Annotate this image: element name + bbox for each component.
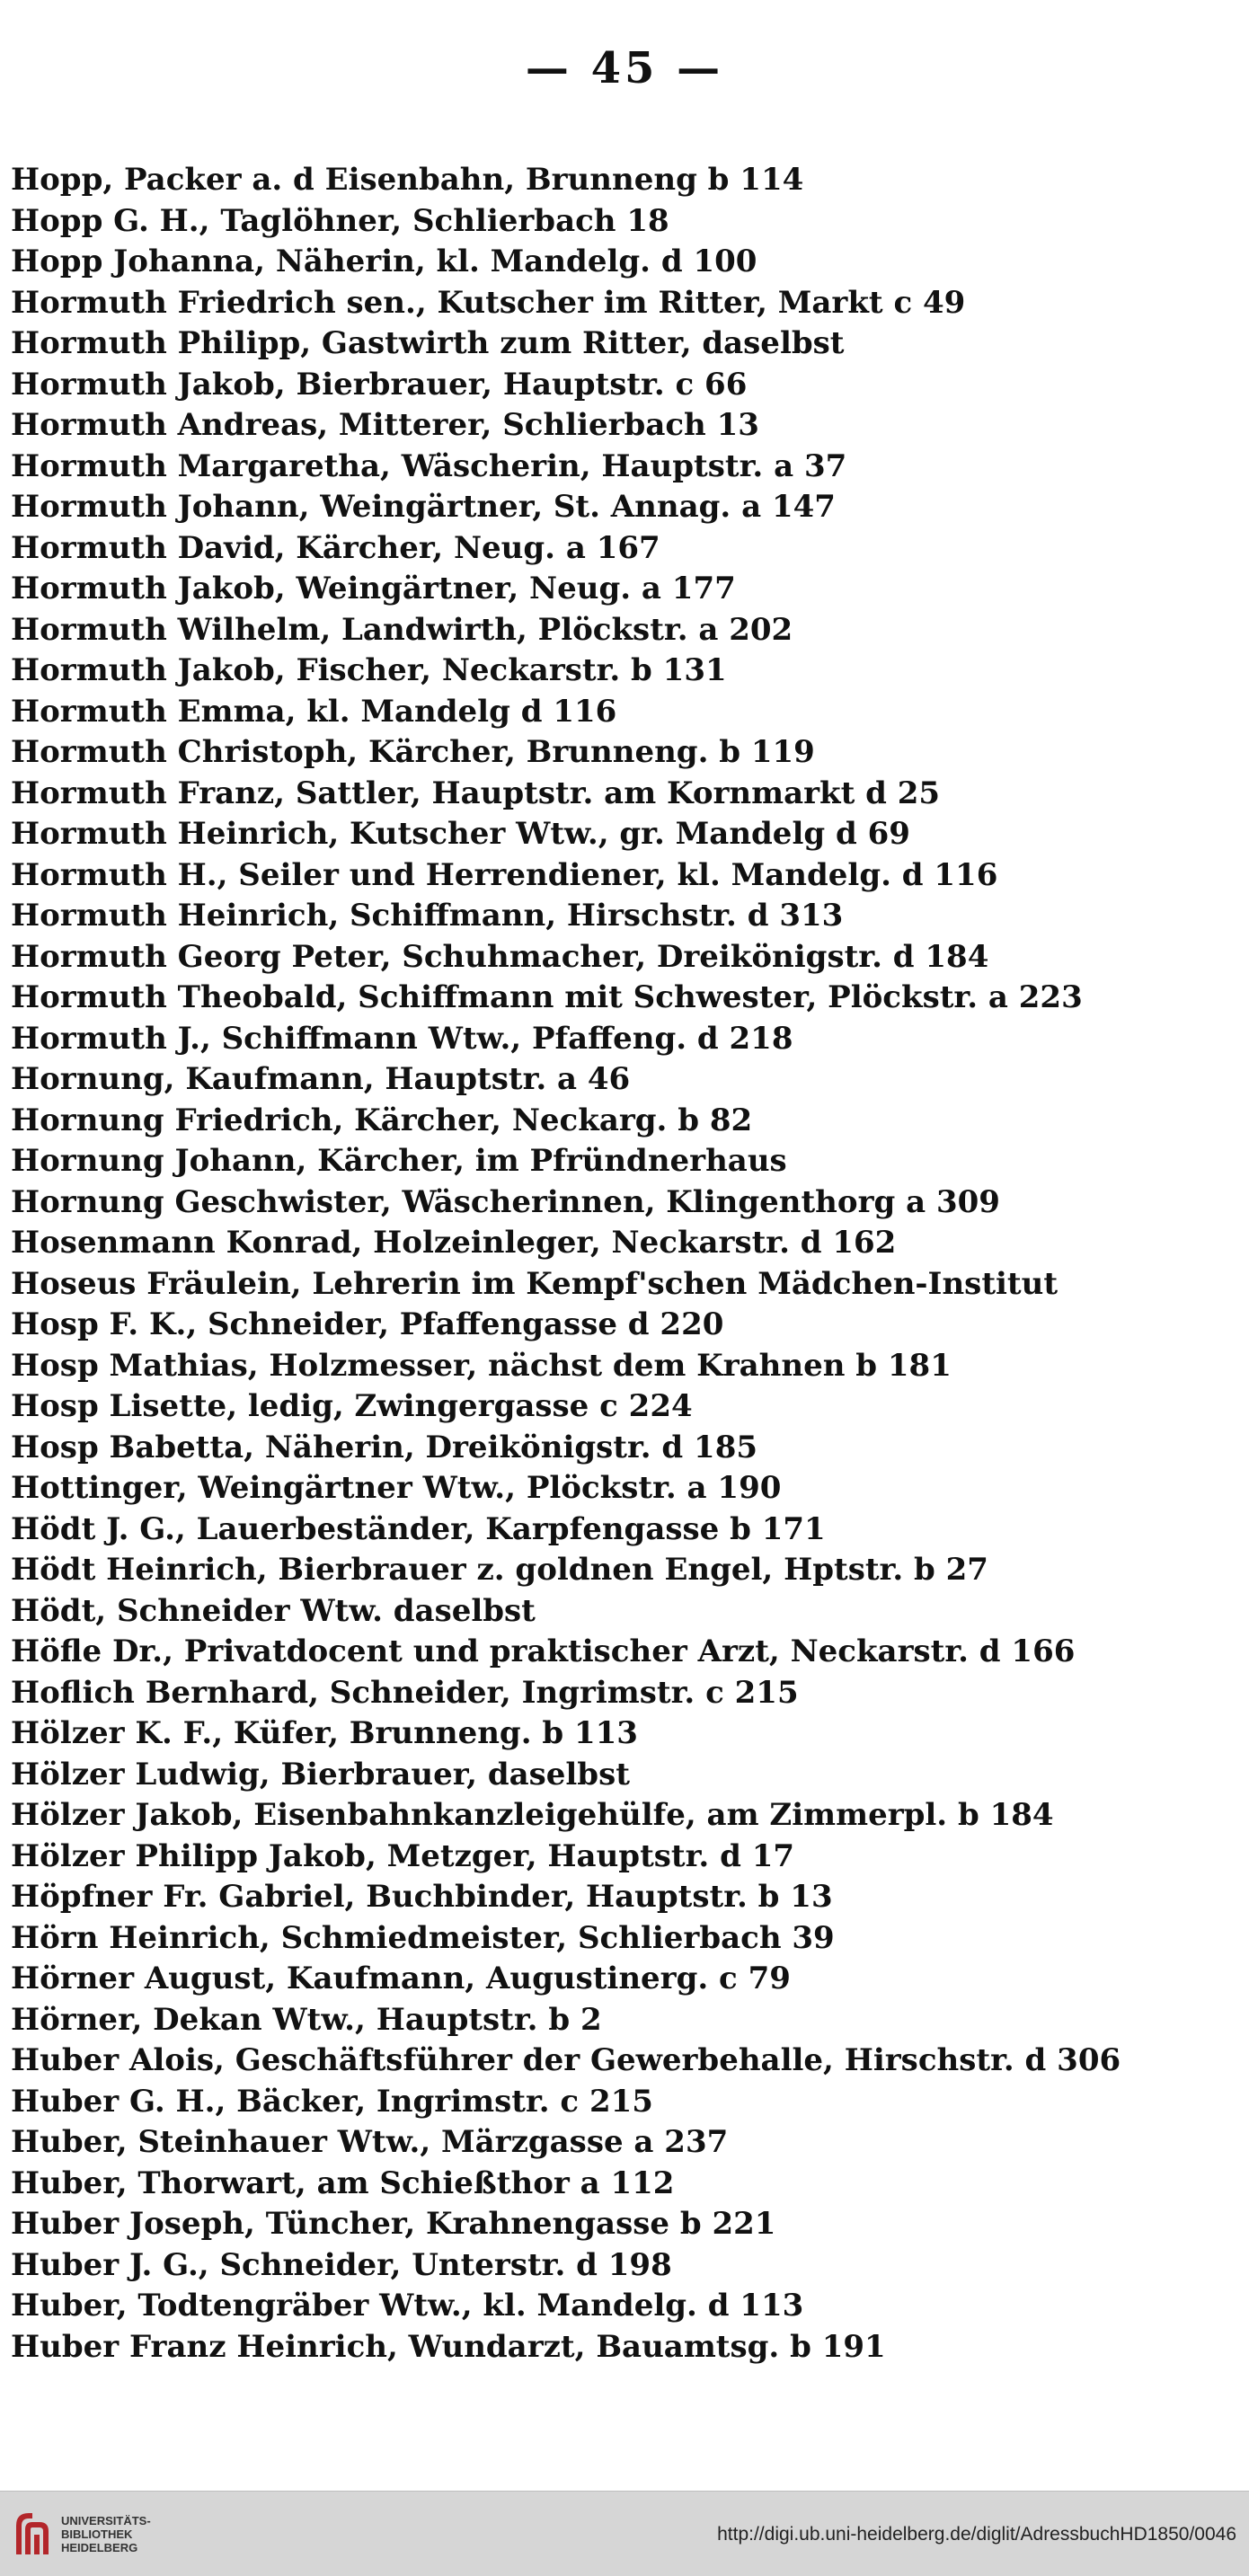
directory-entry: Hormuth Johann, Weingärtner, St. Annag. a 147 — [11, 489, 836, 525]
directory-entry: Höpfner Fr. Gabriel, Buchbinder, Hauptstr. b 13 — [11, 1879, 833, 1915]
directory-entry: Hormuth Franz, Sattler, Hauptstr. am Kornmarkt d 25 — [11, 775, 941, 811]
directory-entry: Hölzer Jakob, Eisenbahnkanzleigehülfe, am Zimmerpl. b 184 — [11, 1797, 1054, 1833]
directory-entry: Hosp Lisette, ledig, Zwingergasse c 224 — [11, 1388, 693, 1424]
directory-entry: Hölzer Philipp Jakob, Metzger, Hauptstr. d 17 — [11, 1837, 795, 1874]
directory-entry: Hottinger, Weingärtner Wtw., Plöckstr. a 190 — [11, 1470, 782, 1506]
library-name-line-3: HEIDELBERG — [61, 2540, 138, 2554]
directory-entry: Hormuth Margaretha, Wäscherin, Hauptstr. a 37 — [11, 447, 847, 484]
ub-heidelberg-logo-icon — [13, 2508, 52, 2560]
directory-entry: Hopp G. H., Taglöhner, Schlierbach 18 — [11, 202, 669, 239]
directory-entry: Huber Joseph, Tüncher, Krahnengasse b 221 — [11, 2206, 776, 2242]
directory-entry: Hosenmann Konrad, Holzeinleger, Neckarstr. d 162 — [11, 1225, 897, 1261]
directory-entry: Hornung, Kaufmann, Hauptstr. a 46 — [11, 1061, 631, 1097]
directory-entry: Hölzer K. F., Küfer, Brunneng. b 113 — [11, 1715, 638, 1751]
directory-entry: Hölzer Ludwig, Bierbrauer, daselbst — [11, 1756, 630, 1793]
directory-entry: Hödt J. G., Lauerbeständer, Karpfengasse b 171 — [11, 1510, 826, 1547]
directory-entry: Hormuth Friedrich sen., Kutscher im Ritter, Markt c 49 — [11, 284, 966, 321]
directory-entry: Hosp F. K., Schneider, Pfaffengasse d 220 — [11, 1306, 724, 1342]
directory-entry: Hormuth Jakob, Bierbrauer, Hauptstr. c 66 — [11, 366, 748, 403]
directory-entry: Hoflich Bernhard, Schneider, Ingrimstr. c 215 — [11, 1674, 799, 1711]
directory-entry: Huber J. G., Schneider, Unterstr. d 198 — [11, 2246, 672, 2283]
directory-entry: Huber, Thorwart, am Schießthor a 112 — [11, 2164, 675, 2201]
library-name — [61, 2514, 151, 2554]
directory-entry: Hosp Babetta, Näherin, Dreikönigstr. d 185 — [11, 1429, 758, 1465]
source-url-link[interactable]: http://digi.ub.uni-heidelberg.de/diglit/AdressbuchHD1850/0046 — [717, 2524, 1236, 2545]
directory-entry: Hornung Johann, Kärcher, im Pfründnerhaus — [11, 1143, 787, 1179]
library-name-line-1: UNIVERSITÄTS- — [61, 2513, 151, 2527]
directory-entry: Hormuth J., Schiffmann Wtw., Pfaffeng. d 218 — [11, 1020, 793, 1057]
directory-entry: Huber, Todtengräber Wtw., kl. Mandelg. d 113 — [11, 2288, 804, 2324]
directory-entry: Hornung Friedrich, Kärcher, Neckarg. b 82 — [11, 1102, 753, 1138]
directory-entry: Hormuth David, Kärcher, Neug. a 167 — [11, 529, 660, 566]
directory-entry: Hormuth Georg Peter, Schuhmacher, Dreikönigstr. d 184 — [11, 938, 989, 975]
directory-entry: Hödt, Schneider Wtw. daselbst — [11, 1592, 536, 1629]
directory-entry: Hormuth Jakob, Weingärtner, Neug. a 177 — [11, 571, 736, 606]
directory-entry: Hormuth Jakob, Fischer, Neckarstr. b 131 — [11, 652, 727, 688]
directory-entry: Hormuth Emma, kl. Mandelg d 116 — [11, 693, 617, 730]
directory-entry: Huber Franz Heinrich, Wundarzt, Bauamtsg. b 191 — [11, 2328, 886, 2365]
library-logo[interactable] — [13, 2508, 151, 2560]
directory-entry: Huber G. H., Bäcker, Ingrimstr. c 215 — [11, 2083, 653, 2120]
directory-entry: Huber Alois, Geschäftsführer der Gewerbehalle, Hirschstr. d 306 — [11, 2042, 1121, 2078]
directory-entry: Hormuth Wilhelm, Landwirth, Plöckstr. a 202 — [11, 611, 793, 648]
directory-entries — [11, 160, 1233, 2368]
directory-entry: Hosp Mathias, Holzmesser, nächst dem Krahnen b 181 — [11, 1347, 952, 1384]
directory-entry: Hödt Heinrich, Bierbrauer z. goldnen Engel, Hptstr. b 27 — [11, 1552, 988, 1588]
directory-entry: Hopp, Packer a. d Eisenbahn, Brunneng b 114 — [11, 162, 804, 198]
directory-entry: Hormuth Heinrich, Schiffmann, Hirschstr. d 313 — [11, 898, 844, 934]
page-number: — 45 — — [525, 43, 724, 93]
directory-entry: Hörner August, Kaufmann, Augustinerg. c 79 — [11, 1961, 791, 1996]
directory-entry: Hormuth Christoph, Kärcher, Brunneng. b 119 — [11, 734, 815, 770]
directory-entry: Hormuth H., Seiler und Herrendiener, kl. Mandelg. d 116 — [11, 856, 998, 893]
directory-entry: Huber, Steinhauer Wtw., Märzgasse a 237 — [11, 2124, 729, 2160]
directory-entry: Hornung Geschwister, Wäscherinnen, Klingenthorg a 309 — [11, 1183, 1000, 1220]
directory-entry: Hormuth Philipp, Gastwirth zum Ritter, daselbst — [11, 325, 845, 361]
directory-entry: Hörner, Dekan Wtw., Hauptstr. b 2 — [11, 2001, 602, 2038]
library-name-line-2: BIBLIOTHEK — [61, 2527, 133, 2541]
directory-entry: Hormuth Heinrich, Kutscher Wtw., gr. Mandelg d 69 — [11, 816, 910, 852]
directory-entry: Hormuth Theobald, Schiffmann mit Schwester, Plöckstr. a 223 — [11, 979, 1083, 1015]
viewer-footer — [0, 2491, 1249, 2576]
directory-entry: Höfle Dr., Privatdocent und praktischer Arzt, Neckarstr. d 166 — [11, 1633, 1076, 1669]
directory-entry: Hoseus Fräulein, Lehrerin im Kempf'schen Mädchen-Institut — [11, 1265, 1059, 1302]
directory-entry: Hörn Heinrich, Schmiedmeister, Schlierbach 39 — [11, 1919, 835, 1956]
directory-entry: Hopp Johanna, Näherin, kl. Mandelg. d 100 — [11, 243, 757, 279]
directory-entry: Hormuth Andreas, Mitterer, Schlierbach 13 — [11, 407, 759, 443]
